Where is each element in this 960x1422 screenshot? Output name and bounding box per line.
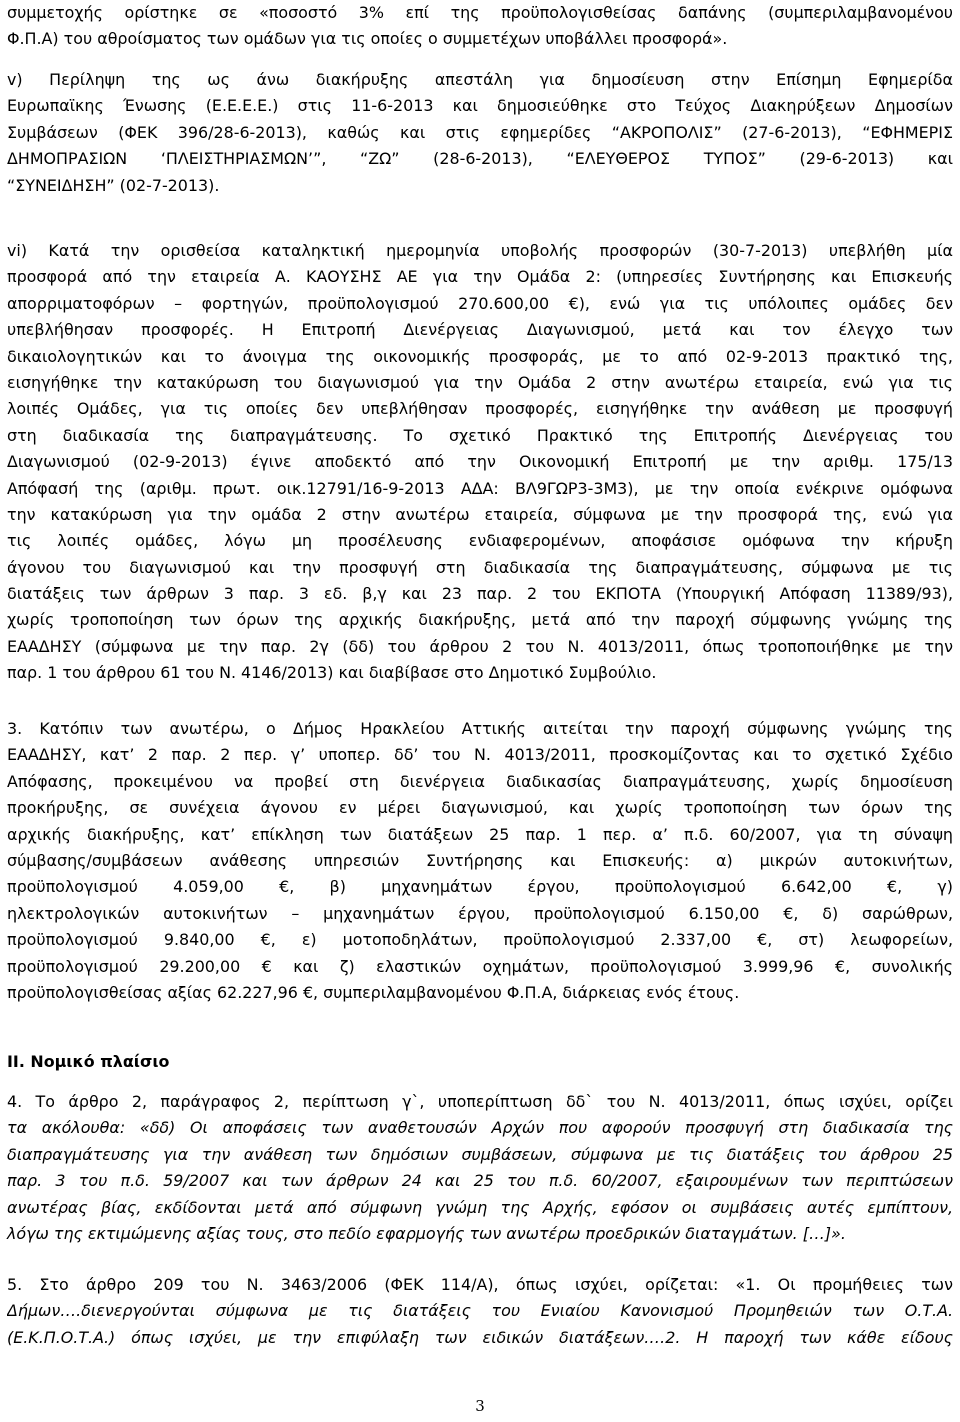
text-line: Δήμων….διενεργούνται σύμφωνα με τις διατάξεις του Ενιαίου Κανονισμού Προμηθειών των Ο.Τ.Α. [7, 1301, 953, 1321]
paragraph-5 [7, 1272, 953, 1351]
text-line: στη διαδικασία της διαπραγμάτευσης. Το σχετικό Πρακτικό της Επιτροπής Διενέργειας του [7, 425, 953, 445]
text-line: τις λοιπές ομάδες, λόγω μη προσέλευσης ενδιαφερομένων, αποφάσισε ομόφωνα την κήρυξη [7, 531, 953, 551]
text-line: παρ. 3 του π.δ. 59/2007 και των άρθρων 24 και 25 του π.δ. 60/2007, εξαιρουμένων των περιπτώσεων [7, 1171, 953, 1191]
text-line: απορριματοφόρων – φορτηγών, προϋπολογισμού 270.600,00 €), ενώ για τις υπόλοιπες ομάδες δεν [7, 293, 953, 313]
text-line: v) Περίληψη της ως άνω διακήρυξης απεστάλη για δημοσίευση στην Επίσημη Εφημερίδα [7, 70, 953, 89]
paragraph-iv-continuation [7, 0, 953, 53]
text-line: προϋπολογισμού 9.840,00 €, ε) μοτοποδηλάτων, προϋπολογισμού 2.337,00 €, στ) λεωφορείων, [7, 930, 953, 950]
text-line: δικαιολογητικών και το άνοιγμα της οικονομικής προσφοράς, με το από 02-9-2013 πρακτικό της, [7, 346, 953, 366]
text-line: Ευρωπαϊκης Ένωσης (Ε.Ε.Ε.Ε.) στις 11-6-2013 και δημοσιεύθηκε στο Τεύχος Διακηρύξεων Δημοσίων [7, 96, 953, 116]
text-line: άγονου του διαγωνισμού και την προσφυγή στη διαδικασία της διαπραγμάτευσης, σύμφωνα με τις [7, 557, 953, 577]
text-line: vi) Κατά την ορισθείσα καταληκτική ημερομηνία υποβολής προσφορών (30-7-2013) υπεβλήθη μία [7, 241, 953, 260]
text-line: 5. Στο άρθρο 209 του Ν. 3463/2006 (ΦΕΚ 114/Α), όπως ισχύει, ορίζεται: «1. Οι προμήθειες των [7, 1275, 953, 1294]
text-line: 3. Κατόπιν των ανωτέρω, ο Δήμος Ηρακλείου Αττικής αιτείται την παροχή σύμφωνης γνώμης της [7, 719, 953, 738]
text-line: προκήρυξης, σε συνέχεια άγονου εν μέρει διαγωνισμού, και χωρίς τροποποίηση των όρων της [7, 798, 953, 818]
text-line: λοιπές Ομάδες, για τις οποίες δεν υπεβλήθησαν προσφορές, εισηγήθηκε την ανάθεση με προσφυγή [7, 399, 953, 419]
text-line: “ΣΥΝΕΙΔΗΣΗ” (02-7-2013). [7, 175, 220, 195]
text-line: ΕΑΑΔΗΣΥ, κατ’ 2 παρ. 2 περ. γ’ υποπερ. δδ’ του Ν. 4013/2011, προσκομίζοντας και το σχετικό Σχέδιο [7, 745, 953, 765]
text-line: χωρίς τροποποίηση των όρων της αρχικής διακήρυξης, μετά από την παροχή σύμφωνης γνώμης της [7, 610, 953, 630]
paragraph-vi [7, 238, 953, 687]
text-line: την κατακύρωση για την ομάδα 2 στην ανωτέρω εταιρεία, σύμφωνα με την προσφορά της, ενώ για [7, 504, 953, 524]
page-number: 3 [475, 1397, 485, 1415]
paragraph-3 [7, 716, 953, 1006]
text-line: 4. Το άρθρο 2, παράγραφος 2, περίπτωση γ`, υποπερίπτωση δδ` του Ν. 4013/2011, όπως ισχύει, ορίζει [7, 1092, 953, 1111]
text-line: προϋπολογισμού 29.200,00 € και ζ) ελαστικών οχημάτων, προϋπολογισμού 3.999,96 €, συνολικής [7, 956, 953, 976]
section-heading [7, 1049, 953, 1075]
text-line: τα ακόλουθα: «δδ) Οι αποφάσεις των αναθετουσών Αρχών που αφορούν προσφυγή στη διαδικασία της [7, 1118, 953, 1138]
text-line: ηλεκτρολογικών αυτοκινήτων – μηχανημάτων έργου, προϋπολογισμού 6.150,00 €, δ) σαρώθρων, [7, 903, 953, 923]
text-line: Συμβάσεων (ΦΕΚ 396/28-6-2013), καθώς και στις εφημερίδες “ΑΚΡΟΠΟΛΙΣ” (27-6-2013), “ΕΦΗΜΕΡΙΣ [7, 122, 953, 142]
text-line: παρ. 1 του άρθρου 61 του Ν. 4146/2013) και διαβίβασε στο Δημοτικό Συμβούλιο. [7, 663, 657, 683]
text-line: ΕΑΑΔΗΣΥ (σύμφωνα με την παρ. 2γ (δδ) του άρθρου 2 του Ν. 4013/2011, όπως τροποποιήθηκε με την [7, 636, 953, 656]
heading-text: ΙΙ. Νομικό πλαίσιο [7, 1052, 170, 1071]
text-line: Φ.Π.Α) του αθροίσματος των ομάδων για τις οποίες ο συμμετέχων υποβάλλει προσφορά». [7, 29, 728, 49]
text-line: Απόφασης, προκειμένου να προβεί στη διενέργεια διαδικασίας διαπραγμάτευσης, χωρίς δημοσίευση [7, 771, 953, 791]
text-line: αρχικής διακήρυξης, κατ’ επίκληση των διατάξεων 25 παρ. 1 περ. α’ π.δ. 60/2007, για τη σύναψη [7, 824, 953, 844]
text-line: διαπραγμάτευσης για την ανάθεση των δημόσιων συμβάσεων, σύμφωνα με τις διατάξεις του άρθρου 25 [7, 1144, 953, 1164]
paragraph-4 [7, 1089, 953, 1247]
text-line: συμμετοχής ορίστηκε σε «ποσοστό 3% επί της προϋπολογισθείσας δαπάνης (συμπεριλαμβανομένου [7, 3, 953, 22]
text-line: λόγω της εκτιμώμενης αξίας τους, στο πεδίο εφαρμογής των ανωτέρω προεδρικών διαταγμάτων. […]». [7, 1223, 846, 1243]
text-line: (Ε.Κ.Π.Ο.Τ.Α.) όπως ισχύει, με την επιφύλαξη των ειδικών διατάξεων.…2. Η παροχή των κάθε είδους [7, 1327, 953, 1347]
text-line: Απόφασή της (αριθμ. πρωτ. οικ.12791/16-9-2013 ΑΔΑ: ΒΛ9ΓΩΡ3-3Μ3), με την οποία ενέκρινε ομόφωνα [7, 478, 953, 498]
paragraph-v [7, 67, 953, 199]
text-line: προϋπολογισθείσας αξίας 62.227,96 €, συμπεριλαμβανομένου Φ.Π.Α, διάρκειας ενός έτους. [7, 982, 740, 1002]
text-line: σύμβασης/συμβάσεων ανάθεσης υπηρεσιών Συντήρησης και Επισκευής: α) μικρών αυτοκινήτων, [7, 850, 953, 870]
text-line: προσφορά από την εταιρεία Α. ΚΑΟΥΣΗΣ ΑΕ για την Ομάδα 2: (υπηρεσίες Συντήρησης και Επισκευής [7, 267, 953, 287]
text-line: εισηγήθηκε την κατακύρωση του διαγωνισμού για την Ομάδα 2 στην ανωτέρω εταιρεία, ενώ για τις [7, 372, 953, 392]
text-line: διατάξεις των άρθρων 3 παρ. 3 εδ. β,γ και 23 παρ. 2 του ΕΚΠΟΤΑ (Υπουργική Απόφαση 11389/93), [7, 584, 953, 604]
text-line: Διαγωνισμού (02-9-2013) έγινε αποδεκτό από την Οικονομική Επιτροπή με την αριθμ. 175/13 [7, 452, 953, 472]
text-line: προϋπολογισμού 4.059,00 €, β) μηχανημάτων έργου, προϋπολογισμού 6.642,00 €, γ) [7, 877, 953, 897]
text-line: ανωτέρας βίας, εκδίδονται μετά από σύμφωνη γνώμη της Αρχής, εφόσον οι συμβάσεις αυτές εμπίπτουν, [7, 1197, 953, 1217]
text-line: υπεβλήθησαν προσφορές. Η Επιτροπή Διενέργειας Διαγωνισμού, μετά και τον έλεγχο των [7, 320, 953, 340]
text-line: ΔΗΜΟΠΡΑΣΙΩΝ ‘ΠΛΕΙΣΤΗΡΙΑΣΜΩΝ’”, “ΖΩ” (28-6-2013), “ΕΛΕΥΘΕΡΟΣ ΤΥΠΟΣ” (29-6-2013) και [7, 149, 953, 169]
